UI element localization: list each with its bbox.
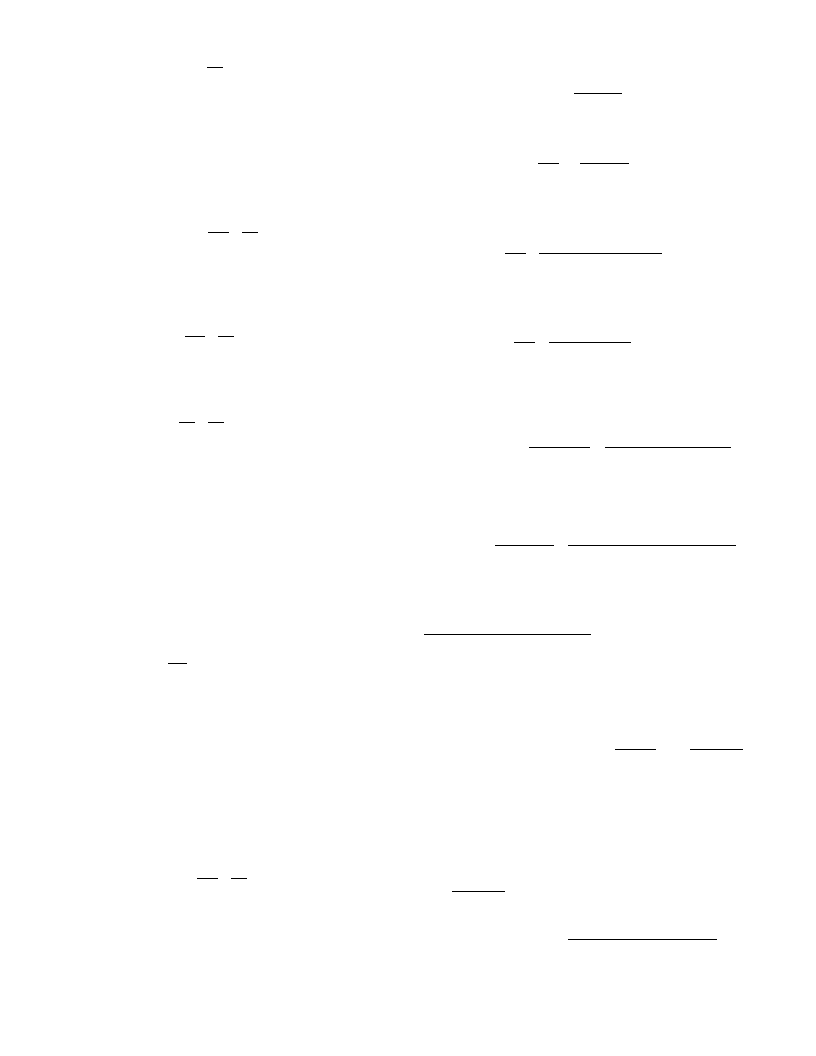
fraction-bar bbox=[690, 749, 743, 750]
fraction-bar bbox=[495, 545, 554, 546]
fraction-bar bbox=[549, 342, 631, 343]
fraction-bar bbox=[605, 447, 731, 448]
fraction-bar bbox=[514, 342, 535, 343]
fraction-bar bbox=[197, 878, 218, 879]
fraction-bar bbox=[242, 232, 258, 233]
fraction-bar bbox=[231, 878, 247, 879]
fraction-bar bbox=[505, 253, 526, 254]
fraction-bar bbox=[179, 422, 195, 423]
fraction-bar bbox=[168, 663, 187, 664]
fraction-bar bbox=[207, 67, 223, 68]
fraction-bar bbox=[452, 891, 505, 892]
fraction-bar bbox=[208, 232, 229, 233]
fraction-bar bbox=[218, 336, 234, 337]
fraction-bar bbox=[424, 634, 591, 635]
fraction-bar bbox=[568, 545, 736, 546]
fraction-bar bbox=[208, 422, 224, 423]
fraction-bar bbox=[539, 253, 662, 254]
fraction-bar bbox=[529, 447, 590, 448]
fraction-bar bbox=[568, 939, 717, 940]
fraction-bar bbox=[185, 336, 205, 337]
fraction-bar bbox=[580, 163, 629, 164]
fraction-bar bbox=[538, 163, 559, 164]
fraction-bar bbox=[615, 749, 656, 750]
fraction-bar bbox=[574, 93, 622, 94]
